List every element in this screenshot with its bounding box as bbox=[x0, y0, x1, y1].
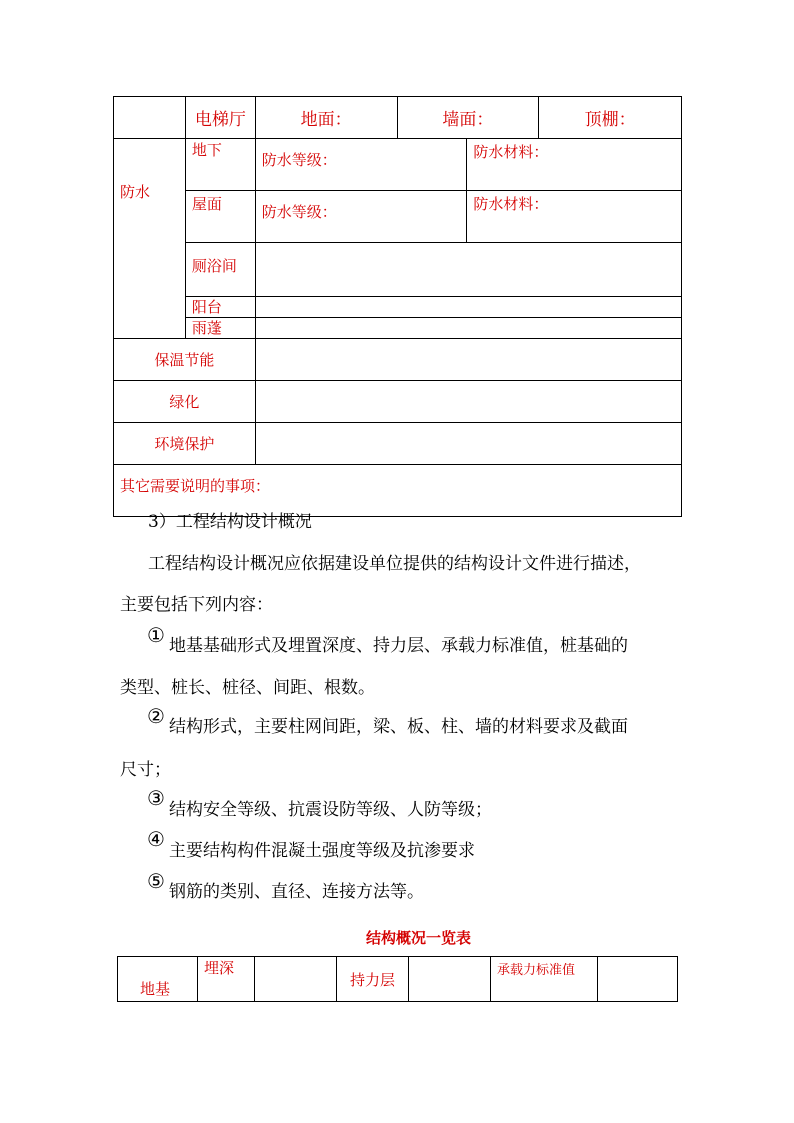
environment-value bbox=[255, 423, 681, 465]
item-3-number: ③ bbox=[147, 786, 165, 810]
underground-wp-grade: 防水等级： bbox=[255, 139, 467, 191]
elevator-hall-label: 电梯厅 bbox=[185, 97, 255, 139]
insulation-value bbox=[255, 339, 681, 381]
item-1-line-1: 地基基础形式及埋置深度、持力层、承载力标准值，桩基础的 bbox=[169, 636, 628, 656]
bathroom-label: 厕浴间 bbox=[185, 243, 255, 297]
bearing-capacity-value bbox=[598, 957, 678, 1002]
burial-depth-value bbox=[255, 957, 337, 1002]
item-3-line-1: 结构安全等级、抗震设防等级、人防等级； bbox=[169, 800, 492, 820]
other-notes-label: 其它需要说明的事项： bbox=[114, 465, 682, 517]
insulation-label: 保温节能 bbox=[114, 339, 256, 381]
bearing-layer-label: 持力层 bbox=[337, 957, 409, 1002]
roof-wp-material: 防水材料： bbox=[467, 191, 682, 243]
balcony-value bbox=[255, 297, 681, 318]
item-2-number: ② bbox=[147, 704, 165, 728]
intro-line-1: 工程结构设计概况应依据建设单位提供的结构设计文件进行描述， bbox=[148, 554, 641, 574]
item-4-number: ④ bbox=[147, 827, 165, 851]
item-1-line-2: 类型、桩长、桩径、间距、根数。 bbox=[120, 678, 375, 698]
underground-wp-material: 防水材料： bbox=[467, 139, 682, 191]
balcony-label: 阳台 bbox=[185, 297, 255, 318]
environment-label: 环境保护 bbox=[114, 423, 256, 465]
section-heading: 3）工程结构设计概况 bbox=[148, 512, 312, 532]
roof-wp-grade: 防水等级： bbox=[255, 191, 467, 243]
item-4-line-1: 主要结构构件混凝土强度等级及抗渗要求 bbox=[169, 841, 475, 861]
intro-line-2: 主要包括下列内容： bbox=[120, 595, 273, 615]
wall-label: 墙面： bbox=[397, 97, 539, 139]
burial-depth-label: 埋深 bbox=[198, 957, 255, 1002]
bearing-capacity-label: 承载力标准值 bbox=[491, 957, 598, 1002]
bearing-layer-value bbox=[409, 957, 491, 1002]
item-5-number: ⑤ bbox=[147, 869, 165, 893]
bathroom-value bbox=[255, 243, 681, 297]
item-1-number: ① bbox=[147, 623, 165, 647]
floor-label: 地面： bbox=[255, 97, 397, 139]
canopy-label: 雨蓬 bbox=[185, 318, 255, 339]
item-2-line-1: 结构形式，主要柱网间距，梁、板、柱、墙的材料要求及截面 bbox=[169, 717, 628, 737]
structure-table-title: 结构概况一览表 bbox=[366, 929, 472, 947]
waterproof-label: 防水 bbox=[114, 139, 186, 339]
blank-cell bbox=[114, 97, 186, 139]
decoration-table bbox=[113, 96, 682, 517]
greening-label: 绿化 bbox=[114, 381, 256, 423]
roof-label: 屋面 bbox=[185, 191, 255, 243]
canopy-value bbox=[255, 318, 681, 339]
underground-label: 地下 bbox=[185, 139, 255, 191]
structure-table bbox=[117, 956, 678, 1002]
foundation-label: 地基 bbox=[118, 957, 198, 1002]
item-5-line-1: 钢筋的类别、直径、连接方法等。 bbox=[169, 882, 424, 902]
item-2-line-2: 尺寸； bbox=[120, 760, 171, 780]
ceiling-label: 顶棚： bbox=[539, 97, 682, 139]
greening-value bbox=[255, 381, 681, 423]
